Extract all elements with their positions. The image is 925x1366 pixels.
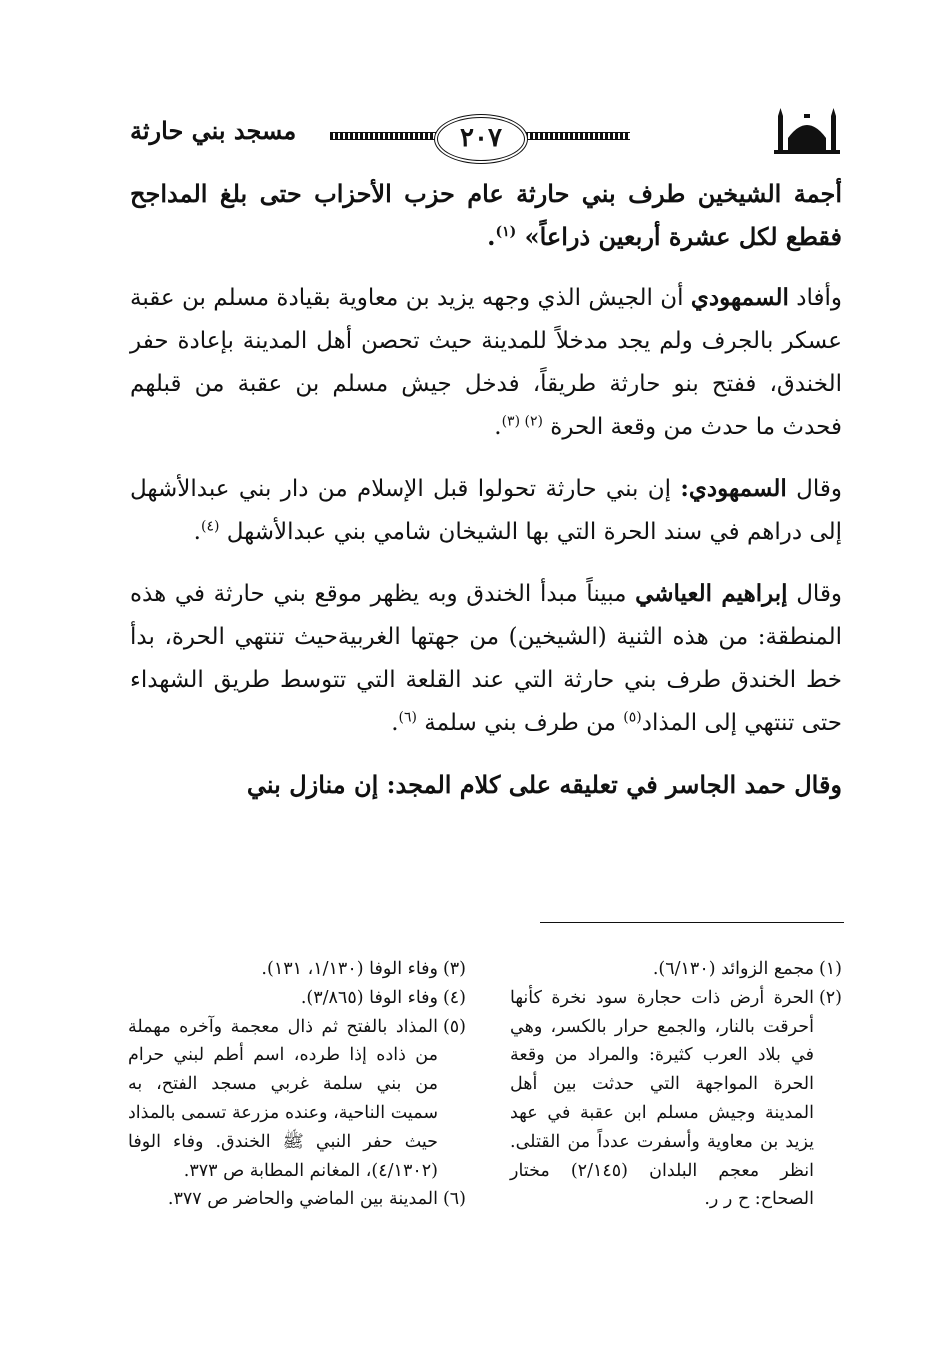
running-title: مسجد بني حارثة [130,116,297,145]
footnote-4: (٤) وفاء الوفا (٣/٨٦٥). [300,987,466,1008]
footnotes-right-column [510,955,842,1214]
footnote-ref-2-3: (٢) (٣) [501,413,543,430]
page-number: ٢٠٧ [434,114,528,164]
paragraph-2: وأفاد السمهودي أن الجيش الذي وجهه يزيد بن معاوية بقيادة مسلم بن عقبة عسكر بالجرف ولم يجد مدخلاً للمدينة حيث تحصن أهل المدينة بإعادة حفر الخندق، ففتح بنو حارثة طريقاً، فدخل جيش مسلم بن عقبة من قبلهم فحدث ما حدث من وقعة الحرة $^{(٢) (٣)}$. [130,284,842,440]
footnote-1: (١) مجمع الزوائد (٦/١٣٠). [652,959,842,979]
author-name: السمهودي [690,284,789,311]
author-name: السمهودي: [680,475,787,502]
paragraph-5: وقال حمد الجاسر في تعليقه على كلام المجد: إن منازل بني [246,770,842,799]
page-header [120,108,850,158]
footnote-ref-1: (١) [495,224,517,240]
footnote-ref-4: (٤) [200,518,220,535]
author-name: إبراهيم العياشي [635,580,788,607]
footnote-2: (٢) الحرة أرض ذات حجارة سود نخرة كأنها أحرقت بالنار، والجمع حرار بالكسر، وهي في بلاد العرب كثيرة: والمراد من وقعة الحرة المواجهة التي حدثت بين أهل المدينة وجيش مسلم ابن عقبة في عهد يزيد بن معاوية وأسفرت عدداً من القتلى. انظر معجم البلدان (٢/١٤٥) مختار الصحاح: ح ر ر. [510,987,842,1210]
paragraph-4: وقال إبراهيم العياشي مبيناً مبدأ الخندق وبه يظهر موقع بني حارثة في هذه المنطقة: من هذه الثنية (الشيخين) من جهتها الغربيةحيث تنتهي الحرة، بدأ خط الخندق طرف بني حارثة التي عند القلعة التي تتوسط طريق الشهداء حتى تنتهي إلى المذاد$^{(٥)}$ من طرف بني سلمة $^{(٦)}$. [130,580,843,736]
footnote-ref-5: (٥) [623,709,642,726]
paragraph-1: أجمة الشيخين طرف بني حارثة عام حزب الأحزاب حتى بلغ المداجح فقطع لكل عشرة أربعين ذراعاً» $^{(١)}$. [130,179,842,251]
footnote-5: (٥) المذاد بالفتح ثم ذال معجمة وآخره مهملة من ذاده إذا طرده، اسم أطم لبني حرام من بني سلمة غربي مسجد الفتح، به سميت الناحية، وعنده مزرعة تسمى بالمذاد حيث حفر النبي ﷺ الخندق. وفاء الوفا (٤/١٣٠٢)، المغانم المطابة ص ٣٧٣. [128,1016,466,1181]
footnote-ref-6: (٦) [398,709,417,726]
footnote-separator [540,922,844,923]
mosque-icon [774,108,840,154]
footnote-6: (٦) المدينة بين الماضي والحاضر ص ٣٧٧. [167,1189,466,1210]
footnote-3: (٣) وفاء الوفا (١/١٣٠، ١٣١). [261,959,466,979]
footnotes-left-column [128,955,466,1214]
paragraph-3: وقال السمهودي: إن بني حارثة تحولوا قبل الإسلام من دار بني عبدالأشهل إلى دراهم في سند الحرة التي بها الشيخان شامي بني عبدالأشهل $^{(٤)}$. [130,475,842,545]
main-text [130,172,842,824]
